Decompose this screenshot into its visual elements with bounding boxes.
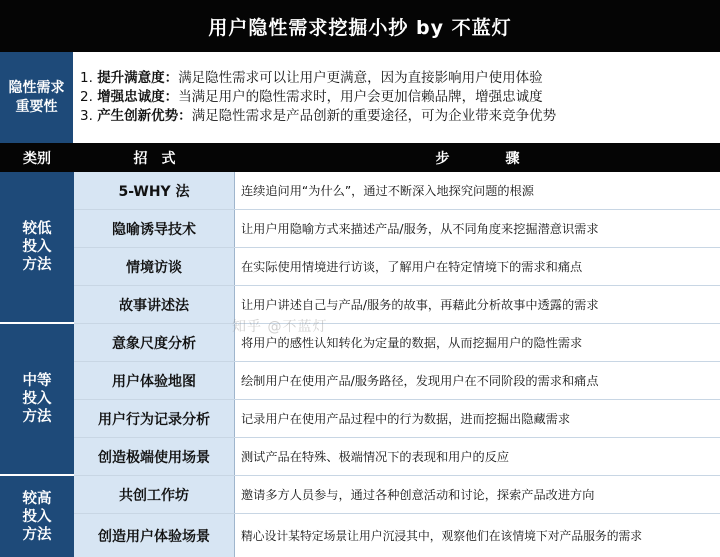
method-cell: 创造极端使用场景	[74, 438, 235, 475]
method-cell: 故事讲述法	[74, 286, 235, 323]
item-heading: 提升满意度：	[97, 70, 179, 86]
table-row	[74, 400, 720, 438]
item-text: 满足隐性需求是产品创新的重要途径，可为企业带来竞争优势	[191, 108, 557, 124]
importance-label-line1: 隐性需求	[8, 79, 65, 96]
item-text: 当满足用户的隐性需求时，用户会更加信赖品牌，增强忠诚度	[178, 89, 543, 105]
table-row	[74, 324, 720, 362]
step-cell: 测试产品在特殊、极端情况下的表现和用户的反应	[241, 450, 510, 464]
method-cell: 情境访谈	[74, 248, 235, 285]
method-cell: 共创工作坊	[74, 476, 235, 513]
category-medium-cost	[0, 324, 74, 476]
item-number: 1.	[80, 70, 93, 86]
importance-item	[80, 69, 720, 88]
method-cell: 隐喻诱导技术	[74, 210, 235, 247]
category-line: 中等	[22, 373, 52, 389]
importance-item	[80, 88, 720, 107]
step-cell: 记录用户在使用产品过程中的行为数据，进而挖掘出隐藏需求	[241, 412, 571, 426]
header-method: 招 式	[133, 150, 176, 167]
table-row	[74, 248, 720, 286]
method-cell: 用户行为记录分析	[74, 400, 235, 437]
page-title: 用户隐性需求挖掘小抄 by 不蓝灯	[0, 0, 720, 52]
category-line: 方法	[22, 526, 52, 543]
item-number: 2.	[80, 89, 93, 105]
method-cell: 意象尺度分析	[74, 324, 235, 361]
item-heading: 增强忠诚度：	[97, 89, 179, 105]
category-line: 投入	[22, 391, 52, 407]
watermark: 知乎 @不蓝灯	[232, 319, 328, 335]
importance-item	[80, 107, 720, 126]
step-cell: 在实际使用情境进行访谈，了解用户在特定情境下的需求和痛点	[241, 260, 583, 274]
item-text: 满足隐性需求可以让用户更满意，因为直接影响用户使用体验	[178, 70, 543, 86]
step-cell: 让用户讲述自己与产品/服务的故事，再藉此分析故事中透露的需求	[241, 298, 599, 312]
importance-label	[0, 52, 74, 143]
table-row	[74, 172, 720, 210]
table-row	[74, 438, 720, 476]
table-row	[74, 210, 720, 248]
method-cell: 创造用户体验场景	[74, 514, 235, 557]
step-cell: 绘制用户在使用产品/服务路径，发现用户在不同阶段的需求和痛点	[241, 374, 599, 388]
step-cell: 将用户的感性认知转化为定量的数据，从而挖掘用户的隐性需求	[241, 336, 583, 350]
importance-label-line2: 重要性	[15, 98, 58, 115]
table-row	[74, 514, 720, 557]
method-cell: 5-WHY 法	[74, 172, 235, 209]
category-line: 较高	[22, 490, 52, 507]
category-low-cost	[0, 172, 74, 324]
table-header	[0, 143, 720, 172]
category-high-cost	[0, 476, 74, 557]
item-heading: 产生创新优势：	[97, 108, 192, 124]
header-category: 类别	[23, 150, 51, 167]
category-line: 方法	[22, 257, 52, 273]
item-number: 3.	[80, 108, 93, 124]
table-row	[74, 362, 720, 400]
category-line: 方法	[22, 409, 52, 425]
step-cell: 邀请多方人员参与，通过各种创意活动和讨论，探索产品改进方向	[241, 488, 595, 502]
table-row	[74, 476, 720, 514]
table-row	[74, 286, 720, 324]
header-step: 步 骤	[435, 150, 520, 167]
category-line: 投入	[22, 239, 52, 255]
method-cell: 用户体验地图	[74, 362, 235, 399]
step-cell: 让用户用隐喻方式来描述产品/服务，从不同角度来挖掘潜意识需求	[241, 222, 599, 236]
importance-list	[74, 52, 720, 143]
step-cell: 精心设计某特定场景让用户沉浸其中，观察他们在该情境下对产品服务的需求	[241, 529, 643, 543]
category-line: 较低	[22, 221, 52, 237]
step-cell: 连续追问用“为什么”，通过不断深入地探究问题的根源	[241, 184, 534, 198]
category-line: 投入	[22, 508, 52, 525]
